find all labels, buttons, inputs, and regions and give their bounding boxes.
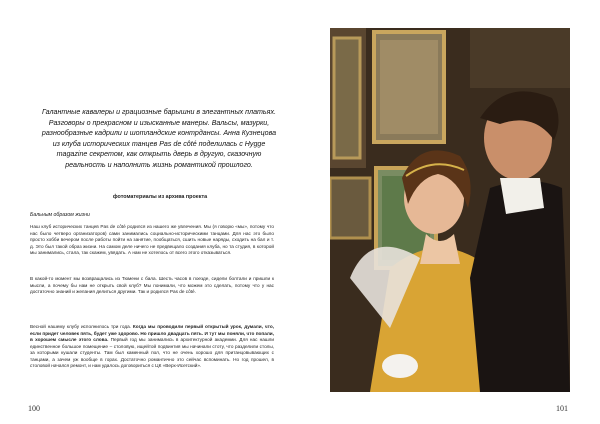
body-paragraph-1: Наш клуб исторических танцев Pas de côté родился из нашего же увлечения. Мы (я говорю «мы», потому что нас было четверо организаторов) сами занимались социально-историческими танцами. Для нас это было просто хобби вечером после работы пойти на занятие, пообщаться, сшить новые наряды, сходить на бал и т. д. Это был такой образ жизни. На самом деле ничего не предвещало создания клуба, но та студия, в которой мы занимались, стала, так скажем, увядать. А нам не хотелось от всего этого отказываться. [30, 224, 274, 255]
para3-intro: Весной нашему клубу исполнилось три года. [30, 324, 133, 329]
photo-illustration [330, 28, 570, 392]
body-paragraph-3 [30, 324, 274, 370]
section-heading: Бальным образом жизни [30, 212, 90, 218]
lead-paragraph: Галантные кавалеры и грациозные барышни в элегантных платьях. Разговоры о прекрасном и изысканные манеры. Вальсы, мазурки, разнообразные кадрили и шотландские контрдансы. Анна Кузнецова из клуба исторических танцев Pas de côté поделилась с Hygge magazine секретом, как открыть дверь в другую, сказочную реальность и наполнить жизнь романтикой прошлого. [41, 108, 277, 169]
page-number-left: 100 [28, 404, 40, 413]
body-paragraph-2: В какой-то момент мы возвращались из Тюмени с бала. Шесть часов в поезде, сидели болтали и пришли к мысли, а почему бы нам не открыть свой клуб? Мы понимали, что можем это сделать, потому что у нас достаточно знаний и желания делиться другими. Так и родился Pas de côté. [30, 276, 274, 294]
para3-bold: Когда мы проводили первый открытый урок, думали, что, если придет человек пять, будет уже здорово. Но пришло двадцать пять. И тут мы поняли, что попали, в хорошем смысле этого слова. [30, 324, 274, 342]
page-number-right: 101 [556, 404, 568, 413]
event-photo [330, 28, 570, 392]
para3-rest: Первый год мы занимались в архитектурной академии. Для нас нашли единственное большое помещение – столовую, ищейтой подвинтия мы начинали стоту, что разделили столы, за которыми кушали студенты. Там был каменный пол, что не очень хорошо для пританцовывающих с танцами, а зачем уж вообще в горах. Достаточно романтично это сейчас вспоминать. Но год прошел, в столовой начался ремонт, и нам удалось договориться с ЦК «Верх-Исетский». [30, 337, 274, 368]
right-page [300, 0, 600, 424]
photo-credit: фотоматериалы из архива проекта [112, 194, 208, 200]
